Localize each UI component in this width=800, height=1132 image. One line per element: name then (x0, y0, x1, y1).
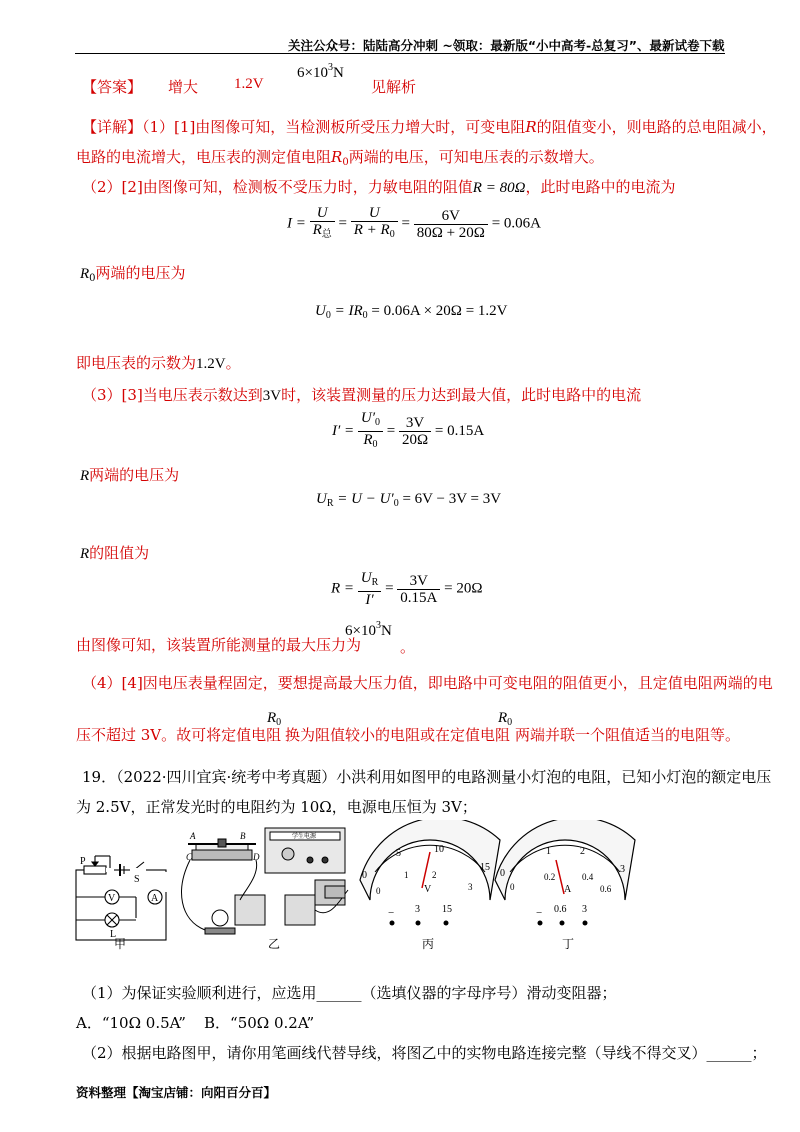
eq1-f3-d: 80Ω + 20Ω (414, 224, 488, 241)
eq1-frac2 (351, 205, 398, 243)
answer-3-coef: 6×10 (297, 65, 328, 81)
circuit-label-v: V (108, 893, 116, 904)
vm-top-5: 5 (396, 848, 401, 859)
vm-bot-1: 1 (404, 870, 409, 880)
eq2-sub2: 0 (362, 310, 368, 321)
eq1-f1-n: U (316, 205, 328, 221)
detail-p2-a: （2）[2]由图像可知，检测板不受压力时，力敏电阻的阻值 (82, 178, 473, 196)
detail-p6-r0 (267, 710, 281, 728)
vm-top-15: 15 (480, 862, 490, 873)
q19-sub2: （2）根据电路图甲，请你用笔画线代替导线，将图乙中的实物电路连接完整（导线不得交叉）______； (82, 1044, 767, 1062)
vm-bot-0: 0 (376, 886, 381, 896)
circuit-label-p: P (80, 856, 86, 867)
eq5-f2-n: 3V (409, 572, 428, 589)
eq3-f1-dsub: 0 (372, 439, 378, 450)
r2-text: 的阻值为 (89, 544, 150, 562)
detail-p6-mid: 换为阻值较小的电阻或在定值电阻 (285, 726, 511, 744)
q19-line2: 为 2.5V，正常发光时的电阻约为 10Ω，电源电压恒为 3V； (76, 798, 477, 816)
am-unit: A (564, 884, 572, 895)
equation-4 (316, 491, 501, 509)
detail-p6-a: 压不超过 3V。故可将定值电阻 (76, 726, 282, 744)
vm-term-3-dot (416, 921, 421, 926)
q19-line1: 19．（2022·四川宜宾·统考中考真题）小洪利用如图甲的电路测量小灯泡的电阻，已知小灯泡的额定电压 (82, 768, 772, 786)
am-bot-06: 0.6 (600, 884, 612, 894)
eq1-f1-d: R (312, 222, 322, 238)
physical-circuit (182, 828, 348, 934)
r-text: 两端的电压为 (89, 466, 180, 484)
detail-p1-a: （1）[1]由图像可知，当检测板所受压力增大时，可变电阻 (142, 118, 526, 136)
eq3-f2-d: 20Ω (399, 431, 431, 448)
rheostat-label-a: A (190, 831, 196, 841)
eq1-f2-dsub: 0 (389, 229, 395, 240)
detail-label: 【详解】 (82, 118, 143, 136)
answer-1: 增大 (168, 78, 199, 96)
page-footer: 资料整理【淘宝店铺：向阳百分百】 (76, 1085, 277, 1100)
header-rule (75, 53, 725, 54)
detail-p4 (82, 384, 641, 405)
answer-3-exp: 3 (327, 62, 333, 73)
detail-p1-line2-b: 两端的电压，可知电压表的示数增大。 (348, 148, 604, 166)
caption-bing: 丙 (422, 937, 435, 950)
eq4-sub: R (326, 498, 334, 509)
eq5-left: R = (331, 580, 355, 597)
eq3-left: I′ = (332, 422, 355, 439)
detail-p3-val: 1.2V (196, 356, 226, 372)
vm-term-3: 3 (415, 904, 420, 915)
eq3-frac1 (358, 410, 383, 453)
caption-ding: 丁 (562, 937, 575, 950)
r2-label: R (80, 546, 90, 562)
q19-option-b: B．“50Ω 0.2A” (204, 1014, 315, 1032)
detail-p1-r: R (525, 118, 537, 136)
equation-3: I′ = $\frac{U'_0}{R_0}$ = $\frac{3V}{20\Omega}$ = 0.15A (332, 410, 484, 453)
eq5-res: = 20Ω (444, 580, 483, 597)
r-resistance-line (80, 542, 149, 563)
am-bot-0: 0 (510, 882, 515, 892)
detail-p6-r2: R (498, 710, 508, 726)
detail-p4-b: 时，该装置测量的压力达到最大值，此时电路中的电流 (281, 386, 642, 404)
r0-sub: 0 (89, 273, 96, 284)
equation-2 (315, 303, 508, 321)
caption-yi: 乙 (268, 937, 281, 950)
detail-p1 (82, 116, 777, 137)
am-top-0: 0 (500, 868, 505, 879)
vm-term-neg: − (388, 907, 395, 919)
am-term-neg: − (536, 907, 543, 919)
detail-p3-b: 。 (225, 354, 241, 372)
vm-unit: V (424, 884, 432, 895)
r0-label: R (80, 266, 90, 282)
detail-p5 (76, 634, 361, 655)
eq2-a: U (315, 303, 326, 319)
eq1-res: = 0.06A (491, 215, 541, 232)
am-bot-04: 0.4 (582, 872, 594, 882)
detail-p5-value (345, 620, 392, 640)
detail-p1-line2-r0: R (331, 148, 343, 166)
eq5-frac1 (358, 570, 382, 608)
am-term-3: 3 (582, 904, 587, 915)
vm-term-15-dot (444, 921, 449, 926)
detail-p4-val: 3V (262, 388, 282, 404)
r0-voltage-line (80, 262, 186, 284)
am-bot-02: 0.2 (544, 872, 556, 882)
eq1-f1-dsub: 总 (321, 229, 332, 240)
eq5-f1-nsub: R (371, 577, 379, 588)
eq4-res: = 6V − 3V = 3V (398, 491, 502, 507)
detail-p6-end: 两端并联一个阻值适当的电阻等。 (515, 726, 741, 744)
r0-text: 两端的电压为 (95, 264, 186, 282)
eq3-f2-n: 3V (405, 415, 425, 431)
detail-p1-line2 (76, 146, 604, 168)
detail-p2-eq: R = 80Ω (472, 180, 526, 196)
power-box-label: 学生电源 (292, 834, 317, 840)
equation-5: R = $\frac{U_R}{I'}$ = $\frac{3V}{0.15A}$ = 20Ω (331, 570, 483, 608)
rheostat-label-c: C (186, 852, 193, 862)
eq1-f3-n: 6V (441, 207, 460, 224)
detail-p6-line2 (76, 724, 281, 745)
caption-jia: 甲 (114, 937, 127, 950)
eq3-f1-nsub: 0 (375, 417, 381, 428)
detail-p6-line1: （4）[4]因电压表量程固定，要想提高最大压力值，即电路中可变电阻的阻值更小，且定值电阻两端的电 (82, 674, 773, 692)
detail-p6-r0b (498, 710, 512, 728)
eq4-a: U (316, 491, 327, 507)
eq5-f2-d: 0.15A (397, 589, 440, 606)
q19-option-a: A．“10Ω 0.5A” (76, 1014, 186, 1032)
detail-p2 (82, 176, 675, 197)
am-top-2: 2 (580, 846, 585, 857)
detail-p1-b: 的阻值变小，则电路的总电阻减小， (536, 118, 777, 136)
vm-bot-3: 3 (468, 882, 473, 892)
am-term-06-dot (560, 921, 565, 926)
page-header: 关注公众号：陆陆高分冲刺 ~领取：最新版“小中高考-总复习”、最新试卷下载 (288, 38, 725, 53)
eq5-frac2 (397, 573, 440, 606)
eq2-mid: = IR (330, 303, 363, 319)
eq4-b: = U − U′ (333, 491, 394, 507)
detail-p5-a: 由图像可知，该装置所能测量的最大压力为 (76, 636, 362, 654)
vm-top-10: 10 (434, 844, 444, 855)
detail-p5-unit: N (380, 623, 392, 639)
figure-row (70, 820, 730, 950)
circuit-label-a: A (151, 893, 159, 904)
eq3-frac2 (399, 415, 431, 448)
r-voltage-line (80, 464, 179, 485)
vm-term-15: 15 (442, 904, 452, 915)
eq1-f2-n: U (368, 205, 380, 221)
eq1-left: I = (287, 215, 306, 232)
eq2-sub: 0 (325, 310, 331, 321)
detail-p6-r: R (267, 710, 277, 726)
detail-p3 (76, 352, 241, 373)
eq3-f1-d: R (363, 432, 373, 448)
vm-bot-2: 2 (432, 870, 437, 880)
am-term-06: 0.6 (554, 904, 567, 915)
detail-p5-end: 。 (400, 638, 416, 656)
rheostat-label-d: D (253, 852, 260, 862)
q19-sub1: （1）为保证实验顺利进行，应选用______（选填仪器的字母序号）滑动变阻器； (82, 984, 617, 1002)
eq2-res: = 0.06A × 20Ω = 1.2V (367, 303, 508, 319)
detail-p5-coef: 6×10 (345, 623, 376, 639)
eq5-f1-n: U (360, 570, 372, 586)
detail-p1-line2-a: 电路的电流增大，电压表的测定值电阻 (76, 148, 332, 166)
circuit-label-s: S (134, 874, 140, 885)
detail-p6-rsub: 0 (276, 717, 282, 728)
am-top-3: 3 (620, 864, 625, 875)
eq5-f1-d: I′ (358, 591, 382, 608)
detail-p6-r2sub: 0 (507, 717, 513, 728)
eq3-res: = 0.15A (434, 422, 485, 439)
am-term-3-dot (583, 921, 588, 926)
detail-p4-a: （3）[3]当电压表示数达到 (82, 386, 263, 404)
answer-label: 【答案】 (82, 78, 143, 96)
detail-p5-exp: 3 (375, 620, 381, 631)
equation-1: I = $\frac{U}{R_总}$ = $\frac{U}{R + R_0}$ = $\frac{6V}{80\Omega + 20\Omega}$ = 0.06A (287, 205, 541, 243)
rheostat-label-b: B (240, 831, 246, 841)
detail-p3-a: 即电压表的示数为 (76, 354, 197, 372)
answer-3-unit: N (332, 65, 344, 81)
circuit-label-l: L (110, 929, 117, 940)
eq3-f1-n: U′ (360, 410, 376, 426)
detail-p1-line2-sub: 0 (342, 157, 349, 168)
answer-3 (297, 62, 344, 82)
vm-term-neg-dot (390, 921, 395, 926)
eq1-frac3 (414, 208, 488, 241)
eq1-frac1 (310, 205, 335, 243)
am-term-neg-dot (538, 921, 543, 926)
detail-p2-b: ，此时电路中的电流为 (525, 178, 676, 196)
eq4-sub2: 0 (393, 498, 399, 509)
answer-2: 1.2V (234, 76, 264, 92)
answer-4: 见解析 (371, 78, 417, 96)
am-top-1: 1 (546, 846, 551, 857)
r-label: R (80, 468, 90, 484)
vm-top-0: 0 (362, 870, 367, 881)
eq1-f2-d: R + R (353, 222, 390, 238)
